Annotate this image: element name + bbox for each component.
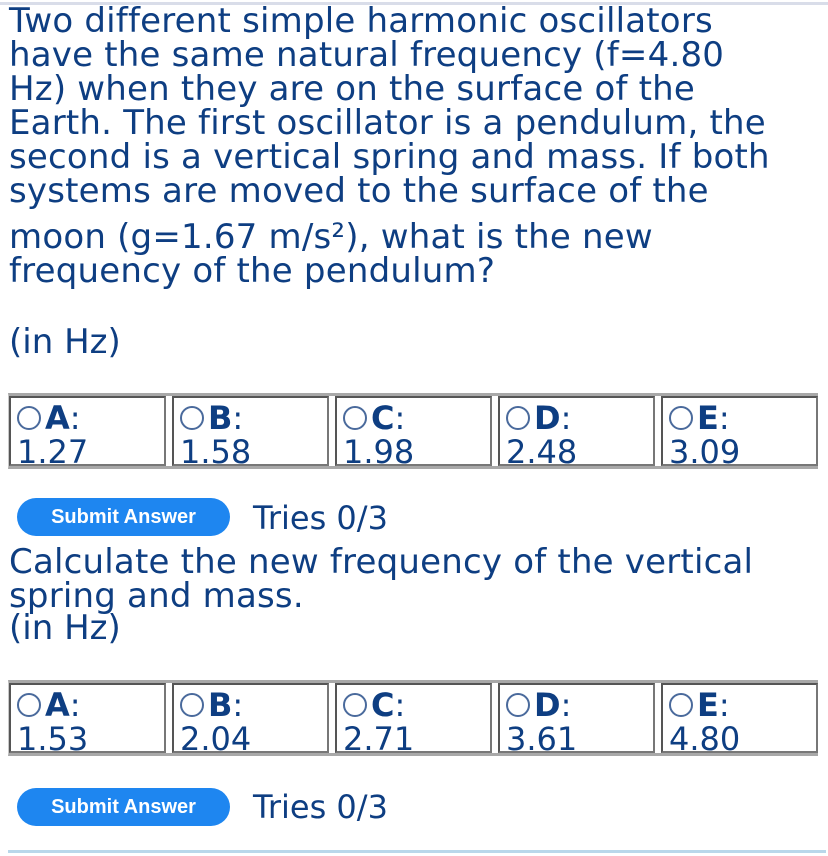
question-1-line: Two different simple harmonic oscillators: [9, 1, 713, 41]
choice-letter: B: [208, 686, 233, 724]
radio-icon[interactable]: [343, 693, 367, 717]
choice-b[interactable]: B : 2.04: [172, 683, 329, 753]
choice-letter: E: [697, 686, 719, 724]
radio-icon[interactable]: [343, 406, 367, 430]
choice-e[interactable]: E : 3.09: [661, 396, 818, 466]
question-1-line: moon (g=1.67 m/s²), what is the new: [9, 217, 653, 257]
radio-icon[interactable]: [180, 406, 204, 430]
choice-value: 2.71: [343, 720, 415, 758]
choice-d[interactable]: D : 2.48: [498, 396, 655, 466]
bottom-divider: [8, 850, 826, 853]
choice-letter: B: [208, 399, 233, 437]
choice-letter: D: [534, 686, 561, 724]
choice-letter: C: [371, 399, 395, 437]
choice-letter: A: [45, 399, 70, 437]
question-1-line: systems are moved to the surface of the: [9, 171, 709, 211]
choice-letter: D: [534, 399, 561, 437]
tries-counter: Tries 0/3: [253, 499, 388, 537]
choice-a[interactable]: A : 1.53: [9, 683, 166, 753]
radio-icon[interactable]: [180, 693, 204, 717]
question-1-line: Hz) when they are on the surface of the: [9, 69, 696, 109]
radio-icon[interactable]: [17, 693, 41, 717]
choice-value: 3.09: [669, 433, 741, 471]
choice-value: 1.98: [343, 433, 415, 471]
question-2-unit: (in Hz): [9, 608, 121, 648]
submit-answer-button[interactable]: Submit Answer: [17, 498, 230, 536]
choice-letter: C: [371, 686, 395, 724]
question-1-choices: [8, 393, 818, 469]
choice-letter: A: [45, 686, 70, 724]
question-1-unit: (in Hz): [9, 322, 121, 362]
tries-counter: Tries 0/3: [253, 788, 388, 826]
radio-icon[interactable]: [506, 693, 530, 717]
radio-icon[interactable]: [506, 406, 530, 430]
radio-icon[interactable]: [669, 406, 693, 430]
question-2-line: spring and mass.: [9, 576, 304, 616]
choice-e[interactable]: E : 4.80: [661, 683, 818, 753]
question-1-line: second is a vertical spring and mass. If both: [9, 137, 770, 177]
question-1-line: have the same natural frequency (f=4.80: [9, 35, 725, 75]
choice-value: 3.61: [506, 720, 578, 758]
choice-d[interactable]: D : 3.61: [498, 683, 655, 753]
question-2-choices: [8, 680, 818, 756]
radio-icon[interactable]: [17, 406, 41, 430]
choice-letter: E: [697, 399, 719, 437]
question-2-line: Calculate the new frequency of the vertical: [9, 542, 754, 582]
choice-value: 2.04: [180, 720, 252, 758]
question-1-line: frequency of the pendulum?: [9, 251, 496, 291]
choice-value: 1.53: [17, 720, 89, 758]
question-1-line: Earth. The first oscillator is a pendulum, the: [9, 103, 766, 143]
choice-c[interactable]: C : 1.98: [335, 396, 492, 466]
choice-b[interactable]: B : 1.58: [172, 396, 329, 466]
choice-value: 1.58: [180, 433, 252, 471]
choice-value: 2.48: [506, 433, 578, 471]
radio-icon[interactable]: [669, 693, 693, 717]
choice-c[interactable]: C : 2.71: [335, 683, 492, 753]
choice-value: 4.80: [669, 720, 741, 758]
choice-value: 1.27: [17, 433, 89, 471]
submit-answer-button[interactable]: Submit Answer: [17, 788, 230, 826]
choice-a[interactable]: A : 1.27: [9, 396, 166, 466]
